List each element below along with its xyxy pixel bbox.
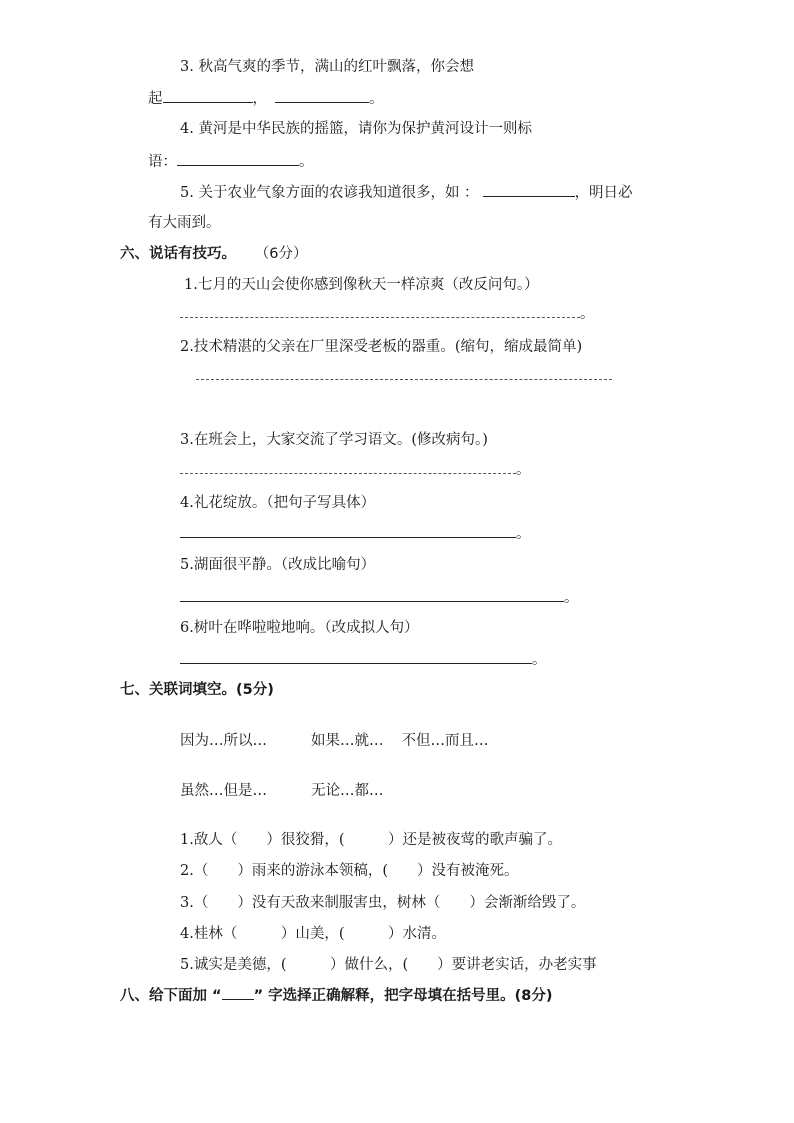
conjunction-3: 不但…而且… <box>401 733 489 749</box>
s6-item-4: 4.礼花绽放。（把句子写具体） <box>180 495 376 511</box>
q5-blank[interactable] <box>483 182 575 197</box>
s6-item-3: 3.在班会上，大家交流了学习语文。(修改病句。) <box>180 432 488 448</box>
s6-answer-end-5: 。 <box>564 590 579 606</box>
s6-item-1: 1.七月的天山会使你感到像秋天一样凉爽（改反问句。） <box>184 277 539 293</box>
q4-line2 <box>148 151 314 172</box>
s6-answer-line-2[interactable] <box>196 369 612 380</box>
s6-item-5: 5.湖面很平静。（改成比喻句） <box>180 557 376 573</box>
q5-line2: 有大雨到。 <box>148 215 221 231</box>
section8-heading <box>120 986 553 1006</box>
s6-answer-line-6[interactable] <box>180 649 532 664</box>
q3-line2 <box>148 88 384 109</box>
section8-title-b: ” 字选择正确解释，把字母填在括号里。(8分) <box>253 988 553 1004</box>
section6-title: 六、说话有技巧。 <box>120 246 236 262</box>
section7-heading: 七、关联词填空。(5分) <box>120 682 274 698</box>
s6-answer-end-3: 。 <box>516 462 531 478</box>
s6-answer-line-1[interactable] <box>180 307 580 318</box>
q4-line1: 4. 黄河是中华民族的摇篮，请你为保护黄河设计一则标 <box>180 121 532 137</box>
q4-prefix: 语： <box>148 154 177 170</box>
q3-prefix: 起 <box>148 91 163 107</box>
s6-answer-line-5[interactable] <box>180 587 564 602</box>
q3-comma: ， <box>252 91 267 107</box>
s6-answer-end-1: 。 <box>580 306 595 322</box>
s6-answer-4 <box>180 523 531 544</box>
s6-answer-end-4: 。 <box>516 526 531 542</box>
s6-item-2: 2.技术精湛的父亲在厂里深受老板的器重。(缩句，缩成最简单) <box>180 339 583 355</box>
q3-blank-1[interactable] <box>163 88 253 103</box>
q5-text: 5. 关于农业气象方面的农谚我知道很多，如 ： <box>180 185 479 201</box>
s6-item-6: 6.树叶在哗啦啦地响。（改成拟人句） <box>180 620 419 636</box>
conjunction-5: 无论…都… <box>311 783 384 799</box>
s6-answer-5 <box>180 587 579 608</box>
s6-answer-2 <box>196 366 612 386</box>
section8-underline-sample <box>222 987 254 1000</box>
section8-title-a: 八、给下面加 “ <box>120 988 222 1004</box>
q4-period: 。 <box>299 154 314 170</box>
s7-item-5: 5.诚实是美德，( ）做什么，( ）要讲老实话，办老实事 <box>180 957 597 973</box>
section6-heading <box>120 244 307 264</box>
s6-answer-end-6: 。 <box>532 652 547 668</box>
s6-answer-6 <box>180 649 547 670</box>
s7-item-2: 2.（ ）雨来的游泳本领稿，( ）没有被淹死。 <box>180 863 519 879</box>
q3-line1: 3. 秋高气爽的季节，满山的红叶飘落，你会想 <box>180 59 474 75</box>
conjunction-1: 因为…所以… <box>180 733 267 749</box>
section6-score: （6分） <box>262 246 308 262</box>
s7-item-1: 1.敌人（ ）很狡猾，( ）还是被夜莺的歌声骗了。 <box>180 832 562 848</box>
q3-blank-2[interactable] <box>275 88 369 103</box>
conjunction-row-2 <box>180 781 384 801</box>
s6-answer-3 <box>180 460 531 480</box>
q3-period: 。 <box>369 91 384 107</box>
s6-answer-line-3[interactable] <box>180 463 516 474</box>
conjunction-2: 如果…就… <box>311 733 384 749</box>
s6-answer-1 <box>180 304 595 324</box>
s7-item-4: 4.桂林（ ）山美，( ）水清。 <box>180 926 446 942</box>
s7-item-3: 3.（ ）没有天敌来制服害虫，树林（ ）会渐渐给毁了。 <box>180 895 586 911</box>
conjunction-row-1 <box>180 731 489 751</box>
q5-suffix: ，明日必 <box>574 185 633 201</box>
s6-answer-line-4[interactable] <box>180 523 516 538</box>
q5-line1 <box>180 182 633 203</box>
q4-blank[interactable] <box>177 151 299 166</box>
conjunction-4: 虽然…但是… <box>180 783 267 799</box>
